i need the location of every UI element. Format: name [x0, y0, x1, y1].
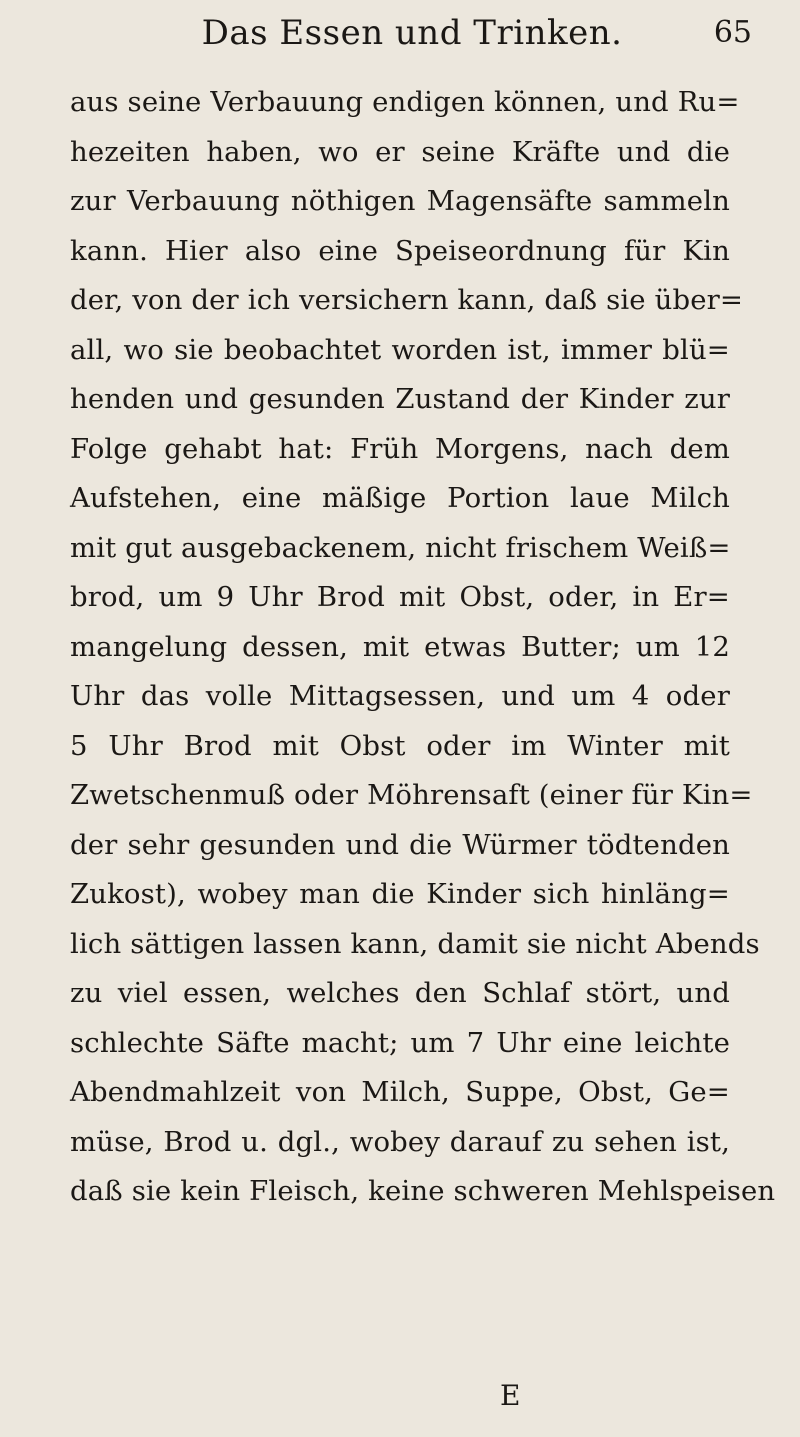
text-line: Uhr das volle Mittagsessen, und um 4 oder: [70, 680, 730, 712]
catchword: E: [500, 1379, 521, 1412]
body-text: [70, 78, 776, 1217]
text-line: mit gut ausgebackenem, nicht frischem Weiß=: [70, 531, 731, 564]
text-line: 5 Uhr Brod mit Obst oder im Winter mit: [70, 729, 730, 762]
text-line: mangelung dessen, mit etwas Butter; um 12: [70, 630, 730, 663]
page-number: 65: [713, 15, 752, 50]
text-line: schlechte Säfte macht; um 7 Uhr eine leichte: [70, 1026, 730, 1059]
text-line: zu viel essen, welches den Schlaf stört, und: [70, 977, 730, 1009]
text-line: all, wo sie beobachtet worden ist, immer blü=: [70, 333, 730, 366]
text-line: Zukost), wobey man die Kinder sich hinläng=: [70, 878, 730, 910]
text-line: hezeiten haben, wo er seine Kräfte und die: [70, 135, 730, 168]
text-line: henden und gesunden Zustand der Kinder zur: [70, 383, 730, 415]
text-line: Aufstehen, eine mäßige Portion laue Milch: [70, 482, 730, 514]
text-line: brod, um 9 Uhr Brod mit Obst, oder, in Er=: [70, 581, 730, 613]
text-line: kann. Hier also eine Speiseordnung für Kin: [70, 234, 730, 267]
text-line: Folge gehabt hat: Früh Morgens, nach dem: [70, 432, 730, 465]
text-line: der, von der ich versichern kann, daß sie über=: [70, 284, 744, 316]
running-title: Das Essen und Trinken.: [201, 13, 623, 53]
text-line: müse, Brod u. dgl., wobey darauf zu sehen ist,: [70, 1125, 730, 1158]
text-line: Zwetschenmuß oder Möhrensaft (einer für Kin=: [70, 779, 753, 811]
page-header: [72, 10, 752, 56]
text-line: der sehr gesunden und die Würmer tödtenden: [70, 828, 730, 861]
text-line: Abendmahlzeit von Milch, Suppe, Obst, Ge=: [70, 1076, 730, 1108]
text-line: lich sättigen lassen kann, damit sie nicht Abends: [70, 927, 760, 960]
text-line: zur Verbauung nöthigen Magensäfte sammeln: [70, 185, 730, 217]
text-line: daß sie kein Fleisch, keine schweren Mehlspeisen: [70, 1175, 776, 1207]
text-line: aus seine Verbauung endigen können, und Ru=: [70, 86, 740, 118]
